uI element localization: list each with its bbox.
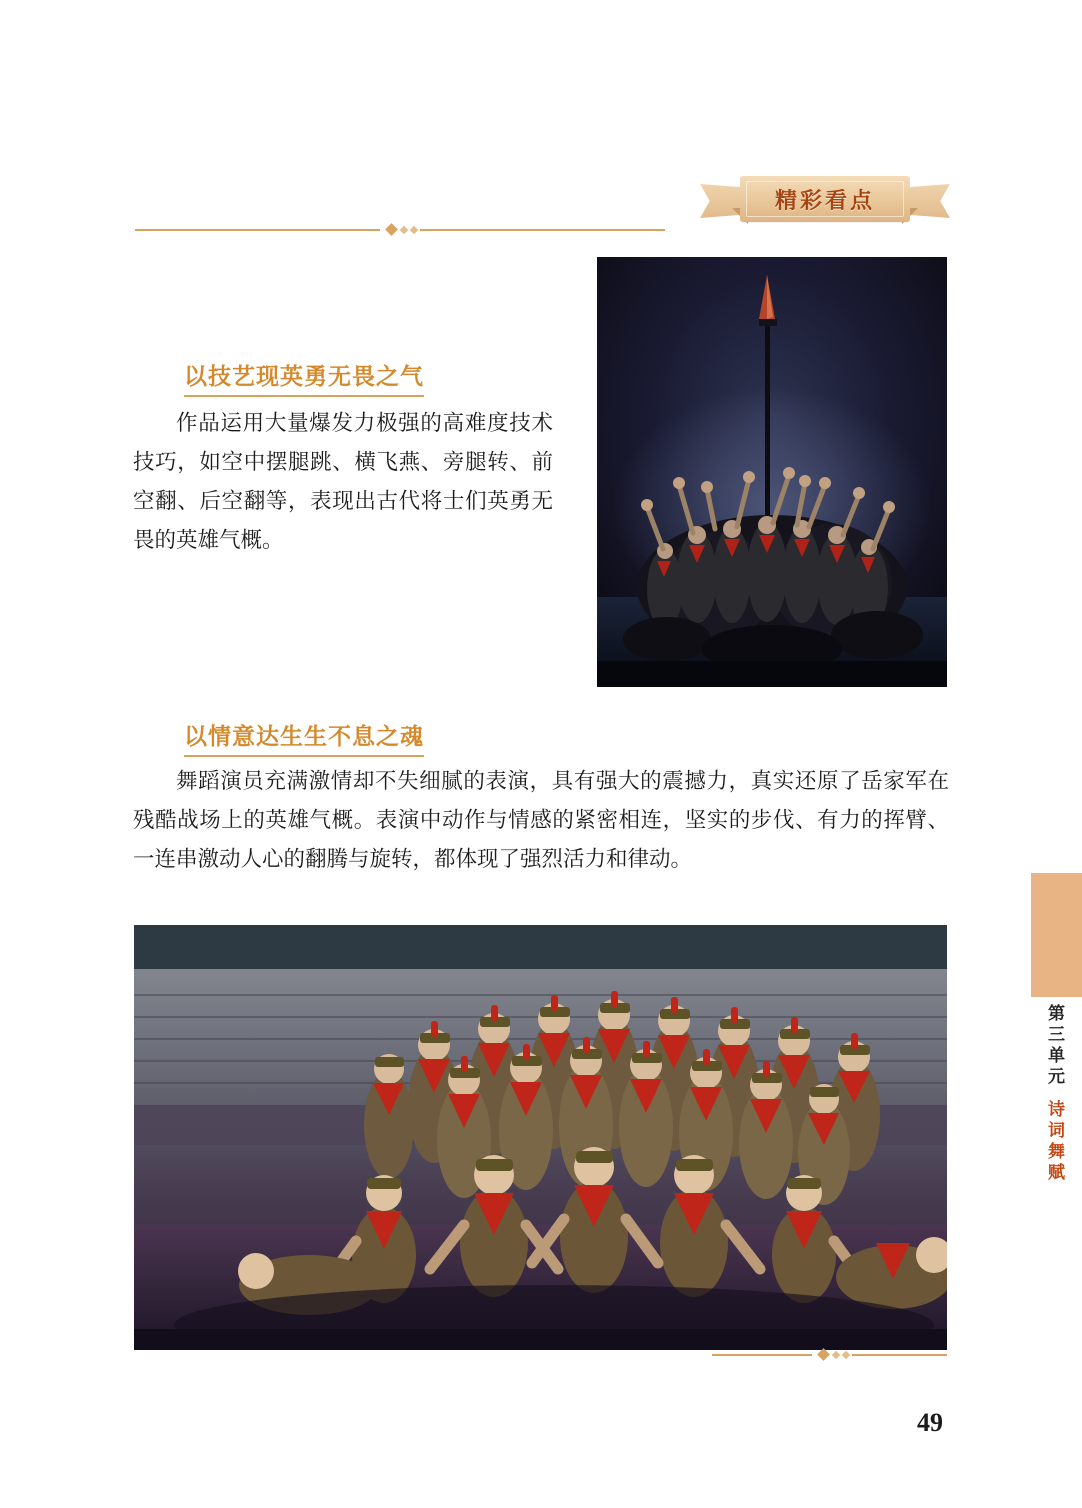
dancers-with-spear-photo bbox=[597, 257, 947, 687]
dance-troupe-group-photo bbox=[134, 925, 947, 1350]
unit-side-label bbox=[1031, 1003, 1082, 1183]
banner-label: 精彩看点 bbox=[774, 187, 875, 213]
section-body-1: 作品运用大量爆发力极强的高难度技术技巧，如空中摆腿跳、横飞燕、旁腿转、前空翻、后空翻等，表现出古代将士们英勇无畏的英雄气概。 bbox=[133, 411, 553, 552]
divider-diamond-3 bbox=[410, 226, 418, 234]
bottom-divider bbox=[712, 1349, 947, 1361]
divider-diamond-2 bbox=[400, 226, 408, 234]
bottom-divider-diamond-2 bbox=[832, 1351, 840, 1359]
unit-side-label-unit: 第 三 单 元 bbox=[1048, 1004, 1065, 1086]
bottom-divider-line-right bbox=[852, 1354, 947, 1356]
section-heading-1: 以技艺现英勇无畏之气 bbox=[184, 358, 424, 397]
section-body-2: 舞蹈演员充满激情却不失细腻的表演，具有强大的震撼力，真实还原了岳家军在残酷战场上的英雄气概。表演中动作与情感的紧密相连，坚实的步伐、有力的挥臂、一连串激动人心的翻腾与旋转，都体现了强烈活力和律动。 bbox=[133, 769, 949, 871]
bottom-divider-diamond-1 bbox=[817, 1348, 830, 1361]
unit-side-label-topic: 诗 词 舞 赋 bbox=[1048, 1100, 1065, 1182]
section-banner bbox=[700, 168, 950, 230]
top-divider bbox=[135, 224, 665, 236]
section-heading-2: 以情意达生生不息之魂 bbox=[184, 718, 424, 757]
unit-side-tab bbox=[1031, 873, 1082, 997]
divider-line-right bbox=[420, 229, 665, 231]
bottom-divider-diamond-3 bbox=[842, 1351, 850, 1359]
stage-photo-1-graphic bbox=[597, 257, 947, 687]
stage-photo-2-graphic bbox=[134, 925, 947, 1350]
divider-diamond-1 bbox=[385, 223, 398, 236]
divider-line-left bbox=[135, 229, 380, 231]
bottom-divider-line-left bbox=[712, 1354, 812, 1356]
page-number: 49 bbox=[917, 1408, 943, 1437]
